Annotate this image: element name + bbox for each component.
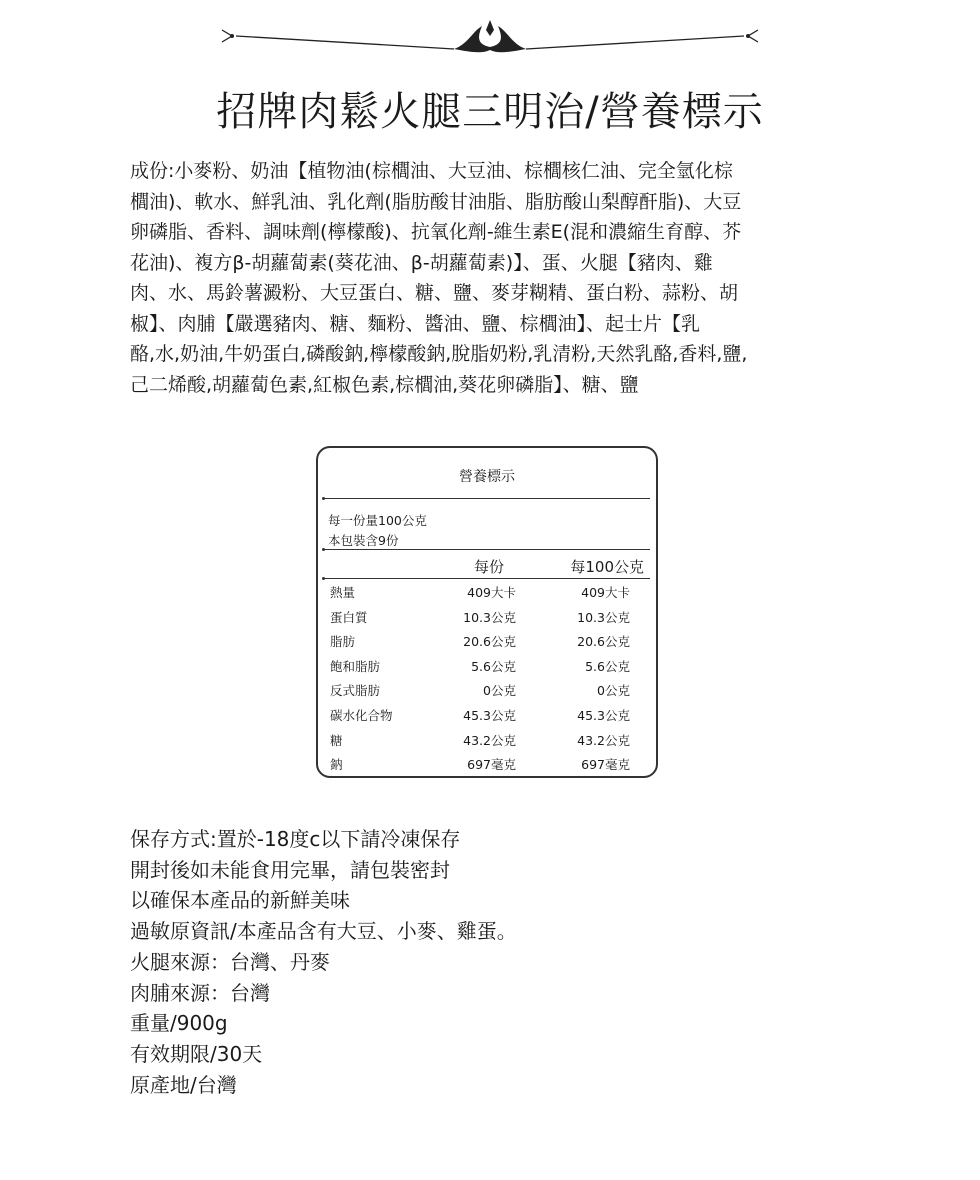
divider bbox=[324, 549, 650, 550]
divider bbox=[324, 498, 650, 499]
ingredients-line: 卵磷脂、香料、調味劑(檸檬酸)、抗氧化劑-維生素E(混和濃縮生育醇、芥 bbox=[130, 221, 742, 243]
ingredients-line: 成份:小麥粉、奶油【植物油(棕櫚油、大豆油、棕櫚核仁油、完全氫化棕 bbox=[130, 160, 733, 182]
shelf-life: 有效期限/30天 bbox=[130, 1041, 263, 1066]
country-of-origin: 原產地/台灣 bbox=[130, 1072, 237, 1097]
per-100g-value: 409大卡 bbox=[581, 585, 630, 600]
serving-size: 每一份量100公克 bbox=[328, 513, 427, 528]
per-100g-value: 0公克 bbox=[597, 683, 630, 699]
per-100g-value: 697毫克 bbox=[581, 757, 630, 773]
nutrition-title: 營養標示 bbox=[459, 469, 515, 485]
per-serving-value: 20.6公克 bbox=[463, 634, 516, 650]
per-serving-value: 10.3公克 bbox=[463, 609, 516, 625]
ingredients-line: 肉、水、馬鈴薯澱粉、大豆蛋白、糖、鹽、麥芽糊精、蛋白粉、蒜粉、胡 bbox=[130, 282, 739, 304]
table-row bbox=[318, 580, 656, 605]
ingredients-line: 椒】、肉脯【嚴選豬肉、糖、麵粉、醬油、鹽、棕櫚油】、起士片【乳 bbox=[130, 312, 701, 335]
divider-dot bbox=[322, 497, 325, 500]
per-serving-value: 0公克 bbox=[483, 683, 516, 699]
per-100g-value: 10.3公克 bbox=[577, 609, 630, 625]
per-serving-value: 45.3公克 bbox=[463, 707, 516, 723]
ham-origin: 火腿來源：台灣、丹麥 bbox=[130, 949, 330, 974]
per-serving-value: 697毫克 bbox=[467, 757, 516, 773]
allergen-info: 過敏原資訊/本產品含有大豆、小麥、雞蛋。 bbox=[130, 919, 517, 944]
per-100g-value: 43.2公克 bbox=[577, 732, 630, 748]
net-weight: 重量/900g bbox=[130, 1011, 228, 1036]
nutrient-name: 鈉 bbox=[330, 757, 343, 773]
ingredients-line: 酪,水,奶油,牛奶蛋白,磷酸鈉,檸檬酸鈉,脫脂奶粉,乳清粉,天然乳酪,香料,鹽, bbox=[130, 343, 748, 365]
ingredients-line: 花油)、複方β-胡蘿蔔素(葵花油、β-胡蘿蔔素)】、蛋、火腿【豬肉、雞 bbox=[130, 251, 713, 274]
ingredients-line: 己二烯酸,胡蘿蔔色素,紅椒色素,棕櫚油,葵花卵磷脂】、糖、鹽 bbox=[130, 373, 639, 396]
nutrition-rows bbox=[318, 580, 656, 777]
per-serving-value: 409大卡 bbox=[467, 585, 516, 600]
table-row bbox=[318, 629, 656, 654]
freshness-note: 以確保本產品的新鮮美味 bbox=[130, 888, 350, 913]
servings-per-package: 本包裝含9份 bbox=[328, 533, 399, 548]
table-row bbox=[318, 654, 656, 679]
divider-dot bbox=[322, 548, 325, 551]
after-opening-note: 開封後如未能食用完畢，請包裝密封 bbox=[130, 857, 450, 882]
ingredients-line: 櫚油)、軟水、鮮乳油、乳化劑(脂肪酸甘油脂、脂肪酸山梨醇酐脂)、大豆 bbox=[130, 190, 742, 213]
per-100g-value: 5.6公克 bbox=[585, 658, 630, 674]
nutrient-name: 熱量 bbox=[330, 585, 356, 600]
ingredients-text bbox=[130, 156, 840, 400]
nutrient-name: 糖 bbox=[330, 732, 343, 748]
nutrition-facts-panel bbox=[316, 446, 658, 778]
per-serving-value: 43.2公克 bbox=[463, 732, 516, 748]
page-title: 招牌肉鬆火腿三明治/營養標示 bbox=[216, 89, 764, 135]
table-row bbox=[318, 703, 656, 728]
table-row bbox=[318, 728, 656, 753]
column-header-per-100g: 每100公克 bbox=[570, 558, 644, 576]
nutrient-name: 脂肪 bbox=[330, 634, 356, 650]
table-row bbox=[318, 752, 656, 777]
per-100g-value: 45.3公克 bbox=[577, 707, 630, 723]
nutrient-name: 碳水化合物 bbox=[330, 707, 393, 723]
storage-instructions: 保存方式:置於-18度c以下請冷凍保存 bbox=[130, 827, 461, 851]
table-row bbox=[318, 605, 656, 630]
per-100g-value: 20.6公克 bbox=[577, 634, 630, 650]
nutrient-name: 蛋白質 bbox=[330, 609, 368, 625]
product-info bbox=[130, 824, 830, 1100]
divider bbox=[324, 578, 650, 579]
pork-floss-origin: 肉脯來源：台灣 bbox=[130, 980, 270, 1005]
column-header-per-serving: 每份 bbox=[474, 558, 505, 576]
nutrient-name: 反式脂肪 bbox=[330, 683, 381, 699]
decorative-ornament bbox=[210, 14, 770, 58]
nutrient-name: 飽和脂肪 bbox=[330, 658, 381, 674]
per-serving-value: 5.6公克 bbox=[471, 658, 516, 674]
table-row bbox=[318, 678, 656, 703]
